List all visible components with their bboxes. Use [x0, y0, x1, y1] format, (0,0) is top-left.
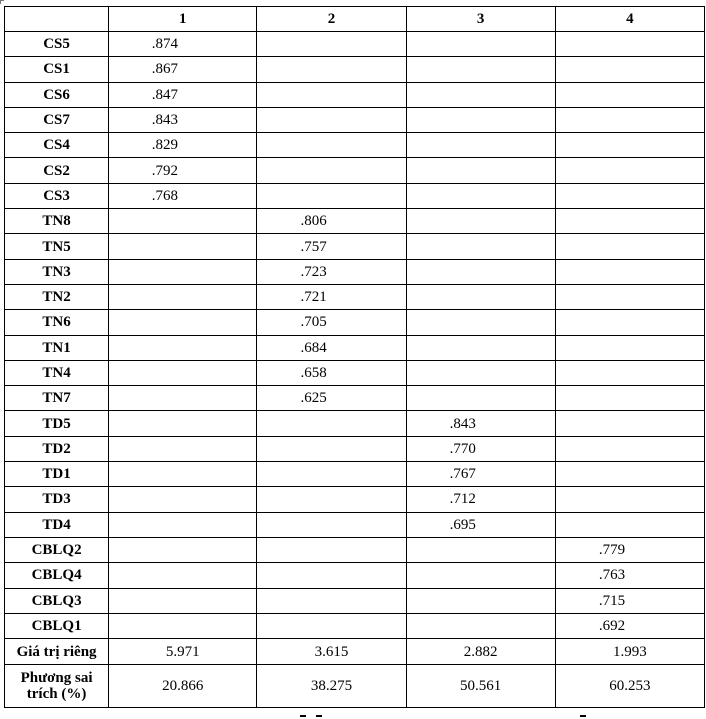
loading-value: .721 [300, 289, 327, 306]
loading-cell [406, 259, 555, 284]
loading-cell [555, 537, 704, 562]
table-row [5, 588, 705, 613]
loading-cell [555, 588, 704, 613]
loading-value: .625 [300, 390, 327, 407]
header-cell-component-2: 2 [257, 7, 406, 32]
loading-cell [555, 158, 704, 183]
loading-cell [406, 512, 555, 537]
loading-value: .767 [449, 466, 476, 483]
variance-cell: 60.253 [555, 665, 704, 708]
table-row [5, 487, 705, 512]
table-row [5, 82, 705, 107]
row-label: CS2 [5, 158, 109, 183]
eigenvalue-cell: 3.615 [257, 639, 406, 665]
loading-cell [406, 310, 555, 335]
row-label: CBLQ1 [5, 613, 109, 638]
loading-cell [109, 133, 257, 158]
loading-cell [406, 487, 555, 512]
row-label: TN5 [5, 234, 109, 259]
loading-cell [406, 613, 555, 638]
loading-cell [406, 284, 555, 309]
loading-cell [109, 563, 257, 588]
variance-cell: 50.561 [406, 665, 555, 708]
loading-cell [555, 335, 704, 360]
table-row [5, 386, 705, 411]
row-label: CBLQ2 [5, 537, 109, 562]
loading-cell [406, 82, 555, 107]
loading-value: .705 [300, 314, 327, 331]
loading-value: .763 [598, 567, 626, 584]
table-row [5, 133, 705, 158]
loading-cell [257, 335, 406, 360]
table-row [5, 32, 705, 57]
loading-cell [109, 512, 257, 537]
table-row [5, 613, 705, 638]
loading-value: .843 [449, 415, 476, 432]
loading-cell [555, 386, 704, 411]
loading-cell [555, 436, 704, 461]
loading-cell [109, 411, 257, 436]
table-row [5, 209, 705, 234]
table-row [5, 284, 705, 309]
loading-value: .768 [151, 187, 178, 204]
loading-cell [406, 133, 555, 158]
loading-cell [109, 234, 257, 259]
loading-cell [109, 32, 257, 57]
table-row [5, 234, 705, 259]
loading-cell [257, 57, 406, 82]
loading-cell [257, 588, 406, 613]
loading-cell [555, 512, 704, 537]
loading-value: .829 [151, 137, 178, 154]
loading-cell [406, 537, 555, 562]
loading-cell [406, 411, 555, 436]
loading-cell [109, 537, 257, 562]
loading-cell [257, 32, 406, 57]
table-row [5, 537, 705, 562]
row-label: TD4 [5, 512, 109, 537]
eigenvalue-cell: 5.971 [109, 639, 257, 665]
loading-value: .770 [449, 440, 476, 457]
table-row [5, 259, 705, 284]
row-label: TN7 [5, 386, 109, 411]
loading-cell [109, 588, 257, 613]
loading-cell [109, 487, 257, 512]
loading-cell [406, 209, 555, 234]
loading-cell [406, 360, 555, 385]
variance-label-line-1: Phương sai [20, 670, 93, 687]
loading-cell [406, 158, 555, 183]
loading-cell [109, 107, 257, 132]
loading-value: .692 [598, 617, 626, 634]
loading-cell [555, 259, 704, 284]
row-label: CBLQ3 [5, 588, 109, 613]
eigenvalue-row [5, 639, 705, 665]
loading-cell [257, 158, 406, 183]
row-label: TN2 [5, 284, 109, 309]
row-label: CS7 [5, 107, 109, 132]
loading-cell [555, 107, 704, 132]
loading-cell [406, 436, 555, 461]
table-row [5, 411, 705, 436]
row-label: CS1 [5, 57, 109, 82]
loading-value: .712 [449, 491, 476, 508]
header-cell-component-3: 3 [406, 7, 555, 32]
row-label: TN4 [5, 360, 109, 385]
loading-cell [257, 436, 406, 461]
row-label: CS6 [5, 82, 109, 107]
table-row [5, 436, 705, 461]
table-row [5, 107, 705, 132]
loading-cell [406, 183, 555, 208]
loading-cell [555, 133, 704, 158]
table-row [5, 360, 705, 385]
row-label: TD5 [5, 411, 109, 436]
loading-cell [555, 462, 704, 487]
loading-cell [257, 537, 406, 562]
loading-cell [406, 386, 555, 411]
table-row [5, 57, 705, 82]
loading-cell [109, 462, 257, 487]
loading-value: .806 [300, 213, 327, 230]
variance-row [5, 665, 705, 708]
loading-cell [109, 209, 257, 234]
loading-cell [257, 183, 406, 208]
loading-cell [257, 487, 406, 512]
loading-cell [406, 588, 555, 613]
loading-value: .779 [598, 542, 626, 559]
loading-cell [257, 411, 406, 436]
loading-cell [109, 613, 257, 638]
table-row [5, 158, 705, 183]
eigenvalue-label: Giá trị riêng [5, 639, 109, 665]
loading-cell [406, 563, 555, 588]
header-cell-blank [5, 7, 109, 32]
row-label: TN6 [5, 310, 109, 335]
loading-cell [109, 386, 257, 411]
loading-cell [109, 284, 257, 309]
loading-cell [257, 259, 406, 284]
loading-cell [257, 386, 406, 411]
loading-value: .723 [300, 263, 327, 280]
loading-cell [257, 563, 406, 588]
loading-cell [555, 209, 704, 234]
loading-cell [109, 436, 257, 461]
loading-cell [406, 107, 555, 132]
table-row [5, 462, 705, 487]
row-label: TD2 [5, 436, 109, 461]
loading-value: .792 [151, 162, 178, 179]
loading-cell [555, 82, 704, 107]
table-row [5, 335, 705, 360]
loading-cell [257, 310, 406, 335]
loading-cell [555, 487, 704, 512]
loading-cell [555, 183, 704, 208]
row-label: TD3 [5, 487, 109, 512]
loading-cell [406, 234, 555, 259]
row-label: CBLQ4 [5, 563, 109, 588]
header-cell-component-4: 4 [555, 7, 704, 32]
header-row [5, 7, 705, 32]
loading-value: .874 [151, 36, 178, 53]
loading-cell [257, 82, 406, 107]
loading-value: .757 [300, 238, 327, 255]
loading-cell [257, 234, 406, 259]
corner-mark [0, 0, 4, 4]
loading-cell [555, 234, 704, 259]
loading-cell [109, 57, 257, 82]
rotated-component-matrix-table [4, 6, 705, 708]
loading-cell [109, 259, 257, 284]
clipped-text-fragment [280, 714, 610, 719]
loading-cell [109, 82, 257, 107]
loading-value: .847 [151, 86, 178, 103]
row-label: TN8 [5, 209, 109, 234]
loading-cell [406, 462, 555, 487]
table-row [5, 183, 705, 208]
loading-cell [109, 310, 257, 335]
loading-cell [555, 310, 704, 335]
row-label: TN3 [5, 259, 109, 284]
eigenvalue-cell: 2.882 [406, 639, 555, 665]
row-label: CS3 [5, 183, 109, 208]
loading-cell [257, 107, 406, 132]
loading-cell [406, 335, 555, 360]
loading-cell [109, 335, 257, 360]
loading-value: .867 [151, 61, 178, 78]
row-label: CS5 [5, 32, 109, 57]
header-cell-component-1: 1 [109, 7, 257, 32]
row-label: TD1 [5, 462, 109, 487]
loading-cell [257, 360, 406, 385]
loading-cell [109, 158, 257, 183]
loading-cell [555, 57, 704, 82]
loading-cell [109, 183, 257, 208]
loading-cell [109, 360, 257, 385]
loading-value: .658 [300, 365, 327, 381]
loading-cell [257, 512, 406, 537]
loading-cell [555, 32, 704, 57]
table-row [5, 310, 705, 335]
loading-cell [257, 613, 406, 638]
loading-cell [257, 133, 406, 158]
row-label: CS4 [5, 133, 109, 158]
loading-cell [257, 209, 406, 234]
row-label: TN1 [5, 335, 109, 360]
loading-cell [406, 57, 555, 82]
loading-cell [555, 284, 704, 309]
loading-cell [555, 563, 704, 588]
variance-label [5, 665, 109, 708]
loading-cell [257, 284, 406, 309]
loading-cell [406, 32, 555, 57]
table-row [5, 563, 705, 588]
variance-cell: 38.275 [257, 665, 406, 708]
table-body [5, 32, 705, 708]
variance-label-line-2: trích (%) [26, 686, 87, 703]
loading-cell [555, 613, 704, 638]
loading-cell [555, 411, 704, 436]
loading-value: .843 [151, 112, 178, 129]
eigenvalue-cell: 1.993 [555, 639, 704, 665]
loading-value: .715 [598, 592, 626, 609]
loading-value: .695 [449, 516, 476, 533]
table-row [5, 512, 705, 537]
loading-cell [555, 360, 704, 385]
loading-cell [257, 462, 406, 487]
loading-value: .684 [300, 339, 327, 356]
variance-cell: 20.866 [109, 665, 257, 708]
